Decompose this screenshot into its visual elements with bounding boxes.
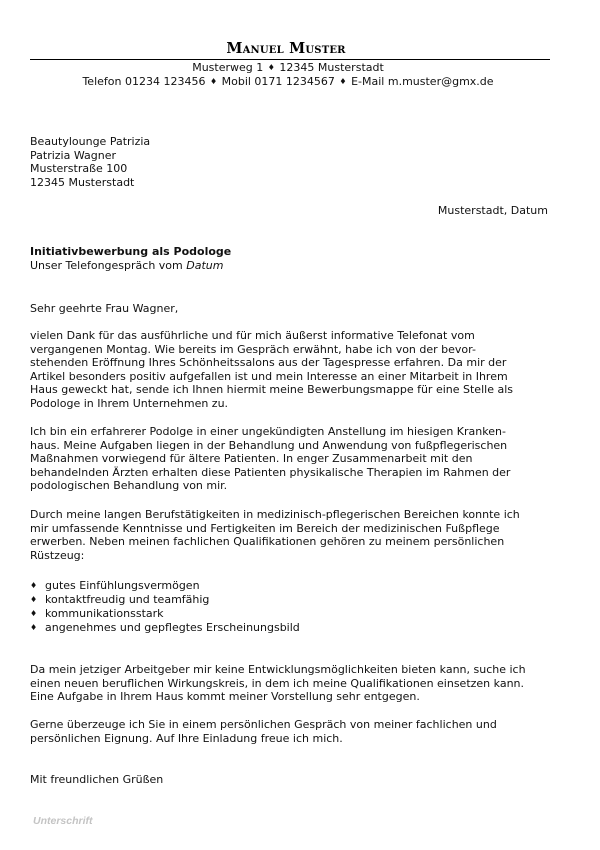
paragraph-line: Artikel besonders positiv aufgefallen ist und mein Interesse an einer Mitarbeit in Ihrem [30,369,508,383]
subject-block [30,245,550,272]
closing-formula: Mit freundlichen Grüßen [30,773,164,786]
paragraph-qualifications [30,508,550,562]
paragraph-line: vielen Dank für das ausführliche und für mich äußerst informative Telefonat vom [30,329,475,342]
sender-address-line [0,61,576,74]
list-item [30,593,300,607]
skill-text: kontaktfreudig und teamfähig [45,593,210,606]
list-item [30,607,300,621]
list-item [30,579,300,593]
paragraph-line: podologischen Behandlung von mir. [30,479,228,493]
separator-diamond-icon: ♦ [339,77,347,86]
paragraph-intro [30,329,550,411]
paragraph-interview [30,718,550,745]
paragraph-line: einen neuen beruflichen Wirkungskreis, in dem ich meine Qualifikationen einsetzen kann. [30,676,525,690]
recipient-city: 12345 Musterstadt [30,175,135,189]
salutation: Sehr geehrte Frau Wagner, [30,302,179,315]
paragraph-line: mir umfassende Kenntnisse und Fertigkeiten im Bereich der medizinischen Fußpflege [30,521,500,535]
sender-street: Musterweg 1 [192,61,264,74]
paragraph-line: erwerben. Neben meinen fachlichen Qualifikationen gehören zu meinem persönlichen [30,535,505,549]
place-date: Musterstadt, Datum [437,204,548,217]
paragraph-line: Haus geweckt hat, sende ich Ihnen hiermit meine Bewerbungsmappe für eine Stelle als [30,383,513,397]
recipient-address [30,135,550,189]
skill-text: kommunikationsstark [45,607,164,620]
subject-reference [30,259,550,273]
sender-phone: Telefon 01234 123456 [82,75,206,88]
skill-text: gutes Einfühlungsvermögen [45,579,200,592]
sender-mobile: Mobil 0171 1234567 [221,75,335,88]
recipient-company: Beautylounge Patrizia [30,135,151,148]
skill-text: angenehmes und gepflegtes Erscheinungsbild [45,621,300,634]
paragraph-line: behandelnden Ärzten erhalten diese Patienten physikalische Therapien im Rahmen der [30,465,511,479]
bullet-diamond-icon: ♦ [30,609,38,618]
paragraph-motivation [30,663,550,704]
signature-placeholder: Unterschrift [33,815,93,827]
sender-contact-line [0,75,576,88]
paragraph-line: Durch meine langen Berufstätigkeiten in medizinisch-pflegerischen Bereichen konnte ich [30,508,520,521]
recipient-street: Musterstraße 100 [30,162,128,176]
sender-name: Manuel Muster [226,40,346,57]
paragraph-line: Eine Aufgabe in Ihrem Haus kommt meiner Vorstellung sehr entgegen. [30,690,420,704]
recipient-person: Patrizia Wagner [30,148,116,162]
paragraph-line: Rüstzeug: [30,548,85,562]
bullet-diamond-icon: ♦ [30,623,38,632]
list-item [30,621,300,635]
reference-prefix: Unser Telefongespräch vom [30,258,187,272]
paragraph-line: Podologe in Ihrem Unternehmen zu. [30,396,229,410]
bullet-diamond-icon: ♦ [30,581,38,590]
sender-city: 12345 Musterstadt [279,61,384,74]
bullet-diamond-icon: ♦ [30,595,38,604]
paragraph-experience [30,425,550,493]
header-divider [30,59,550,60]
sender-email: E-Mail m.muster@gmx.de [351,75,494,88]
skills-list [30,579,300,635]
paragraph-line: vergangenen Montag. Wie bereits im Gespräch erwähnt, habe ich von der bevor- [30,342,476,356]
paragraph-line: Da mein jetziger Arbeitgeber mir keine Entwicklungsmöglichkeiten bieten kann, suche ich [30,663,526,676]
paragraph-line: Ich bin ein erfahrerer Podolge in einer ungekündigten Anstellung im hiesigen Kranken- [30,425,506,438]
paragraph-line: stehenden Eröffnung Ihres Schönheitssalons aus der Tagespresse erfahren. Da mir der [30,356,507,370]
subject-title: Initiativbewerbung als Podologe [30,245,232,258]
paragraph-line: persönlichen Eignung. Auf Ihre Einladung freue ich mich. [30,731,343,745]
separator-diamond-icon: ♦ [209,77,218,86]
paragraph-line: Maßnahmen vorwiegend für ältere Patienten. In enger Zusammenarbeit mit den [30,452,473,466]
separator-diamond-icon: ♦ [267,63,275,72]
paragraph-line: Gerne überzeuge ich Sie in einem persönlichen Gespräch von meiner fachlichen und [30,718,497,731]
paragraph-line: haus. Meine Aufgaben liegen in der Behandlung und Anwendung von fußpflegerischen [30,438,508,452]
reference-date-placeholder: Datum [186,258,224,272]
